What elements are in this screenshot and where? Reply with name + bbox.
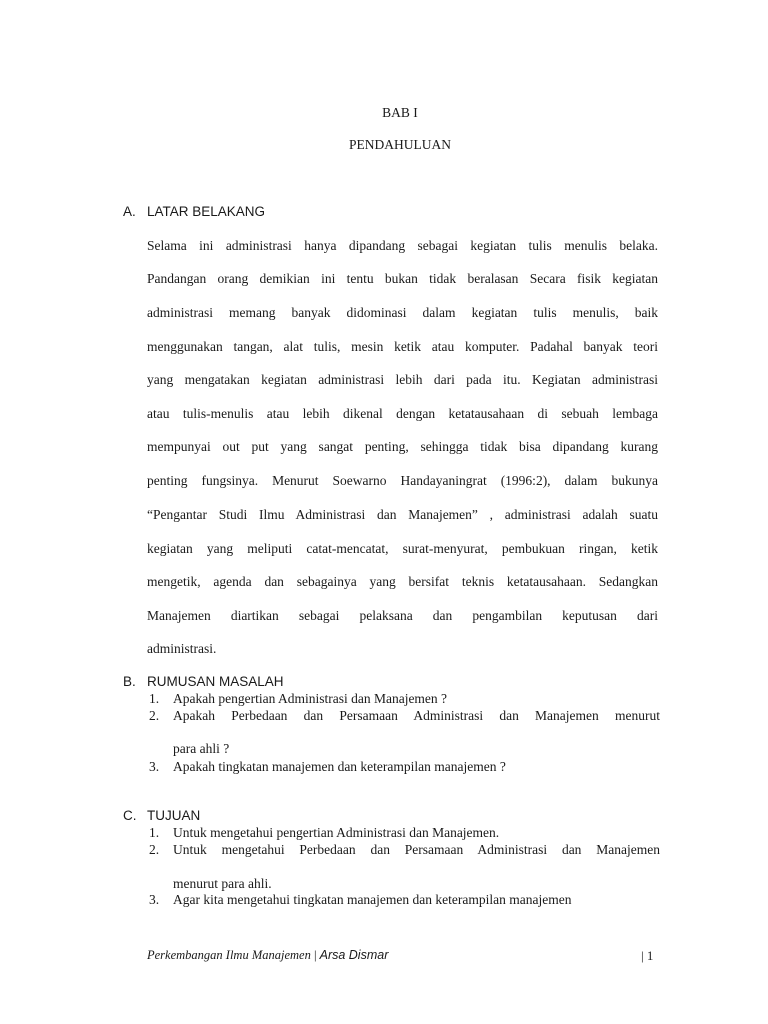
list-item-text: Apakah pengertian Administrasi dan Manajemen ? <box>173 691 448 706</box>
paragraph-line: penting fungsinya. Menurut Soewarno Handayaningrat (1996:2), dalam bukunya <box>147 473 658 488</box>
footer-separator: | <box>313 948 317 962</box>
footer <box>147 948 388 963</box>
section-c-label: C. <box>123 808 137 823</box>
list-item-text: Untuk mengetahui pengertian Administrasi dan Manajemen. <box>173 825 500 840</box>
list-item-continuation: menurut para ahli. <box>173 876 272 891</box>
page-number: | 1 <box>641 948 654 963</box>
paragraph-line: atau tulis-menulis atau lebih dikenal dengan ketatausahaan di sebuah lembaga <box>147 406 658 421</box>
paragraph-line: yang mengatakan kegiatan administrasi lebih dari pada itu. Kegiatan administrasi <box>147 372 658 387</box>
paragraph-line: administrasi. <box>147 641 217 656</box>
list-item-number: 2. <box>149 842 160 857</box>
list-item-text: Untuk mengetahui Perbedaan dan Persamaan Administrasi dan Manajemen <box>173 842 660 857</box>
section-a-label: A. <box>123 204 136 219</box>
paragraph-line: menggunakan tangan, alat tulis, mesin ketik atau komputer. Padahal banyak teori <box>147 339 658 354</box>
paragraph-line: mempunyai out put yang sangat penting, sehingga tidak bisa dipandang kurang <box>147 439 658 454</box>
paragraph-line: Manajemen diartikan sebagai pelaksana dan pengambilan keputusan dari <box>147 608 658 623</box>
section-b-title: RUMUSAN MASALAH <box>147 674 284 689</box>
list-item-number: 2. <box>149 708 160 723</box>
list-item-number: 3. <box>149 892 160 907</box>
list-item-text: Agar kita mengetahui tingkatan manajemen dan keterampilan manajemen <box>173 892 572 907</box>
paragraph-line: Pandangan orang demikian ini tentu bukan tidak beralasan Secara fisik kegiatan <box>147 271 658 286</box>
list-item-number: 1. <box>149 691 160 706</box>
paragraph-line: “Pengantar Studi Ilmu Administrasi dan Manajemen” , administrasi adalah suatu <box>147 507 658 522</box>
list-item-text: Apakah tingkatan manajemen dan keterampilan manajemen ? <box>173 759 506 774</box>
paragraph-line: Selama ini administrasi hanya dipandang sebagai kegiatan tulis menulis belaka. <box>147 238 658 253</box>
footer-author: Arsa Dismar <box>319 948 389 962</box>
paragraph-line: administrasi memang banyak didominasi dalam kegiatan tulis menulis, baik <box>147 305 658 320</box>
list-item-continuation: para ahli ? <box>173 741 230 756</box>
footer-book-title: Perkembangan Ilmu Manajemen <box>147 948 311 962</box>
chapter-number: BAB I <box>382 105 418 120</box>
section-b-label: B. <box>123 674 136 689</box>
section-c-title: TUJUAN <box>147 808 201 823</box>
chapter-title: PENDAHULUAN <box>349 137 451 152</box>
paragraph-line: mengetik, agenda dan sebagainya yang bersifat teknis ketatausahaan. Sedangkan <box>147 574 658 589</box>
list-item-number: 1. <box>149 825 160 840</box>
list-item-number: 3. <box>149 759 160 774</box>
list-item-text: Apakah Perbedaan dan Persamaan Administrasi dan Manajemen menurut <box>173 708 660 723</box>
paragraph-line: kegiatan yang meliputi catat-mencatat, surat-menyurat, pembukuan ringan, ketik <box>147 541 658 556</box>
section-a-title: LATAR BELAKANG <box>147 204 266 219</box>
